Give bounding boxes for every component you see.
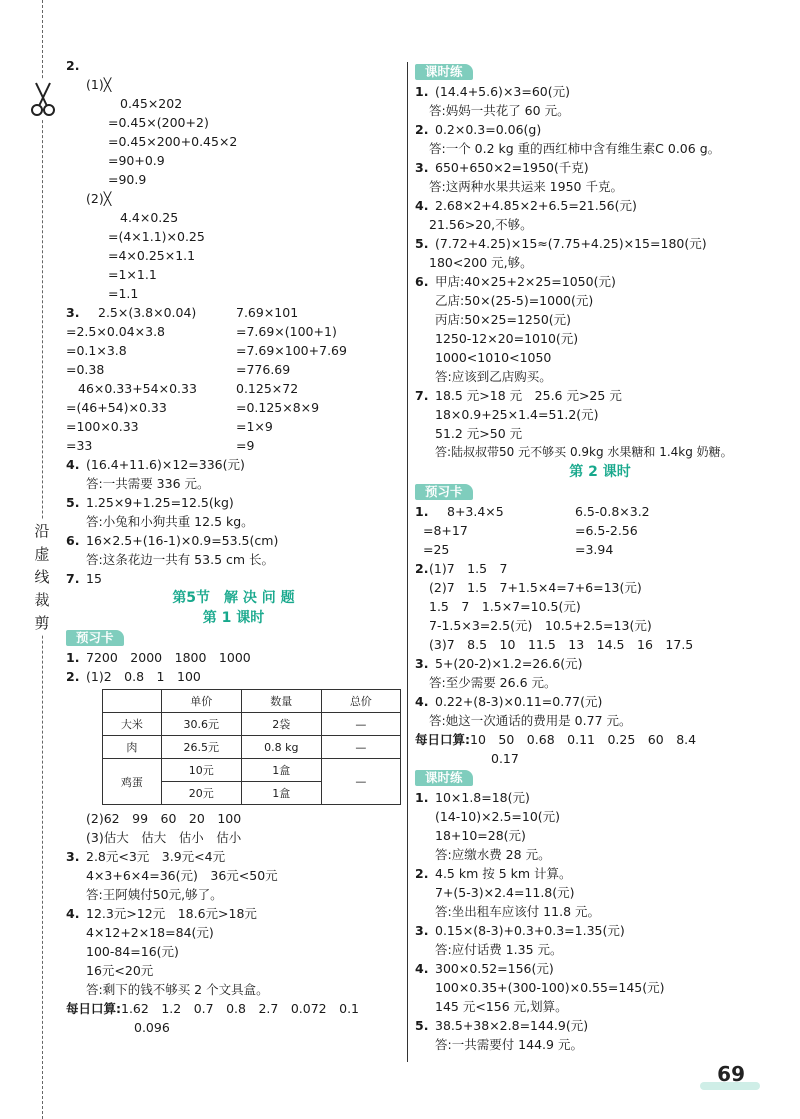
answer-line: 4×12+2×18=84(元) xyxy=(86,925,214,940)
answer-line: =0.38 =776.69 xyxy=(66,362,291,377)
price-table xyxy=(102,689,401,805)
problem-7: 7. 18.5 元>18 元 25.6 元>25 元 xyxy=(415,388,622,403)
answer-line: 答:小兔和小狗共重 12.5 kg。 xyxy=(86,514,254,529)
answer-line: 1250-12×20=1010(元) xyxy=(435,331,579,346)
answer-line: 答:这两种水果共运来 1950 千克。 xyxy=(429,179,623,194)
answer-line: 180<200 元,够。 xyxy=(429,255,533,270)
question-2: 2. (1)2 0.8 1 100 xyxy=(66,669,201,684)
answer-line: 51.2 元>50 元 xyxy=(435,426,523,441)
problem-5: 5. (7.72+4.25)×15≈(7.75+4.25)×15=180(元) xyxy=(415,236,707,251)
answer-line: 丙店:50×25=1250(元) xyxy=(435,312,572,327)
answer-line: 答:应该到乙店购买。 xyxy=(435,369,552,384)
practice-tag: 课时练 xyxy=(415,770,473,786)
answer-line: 答:王阿姨付50元,够了。 xyxy=(86,887,223,902)
exercise-4: 4. 0.22+(8-3)×0.11=0.77(元) xyxy=(415,694,603,709)
answer-line: 4.4×0.25 xyxy=(120,210,179,225)
answer-line: 答:应缴水费 28 元。 xyxy=(435,847,551,862)
task-4: 4. 300×0.52=156(元) xyxy=(415,961,554,976)
answer-line: 145 元<156 元,划算。 xyxy=(435,999,568,1014)
answer-line: =33 =9 xyxy=(66,438,255,453)
answer-line: 答:她这一次通话的费用是 0.77 元。 xyxy=(429,713,632,728)
answer-line: 0.45×202 xyxy=(120,96,183,111)
answer-line: =2.5×0.04×3.8 =7.69×(100+1) xyxy=(66,324,337,339)
page-number: 69 xyxy=(717,1062,745,1086)
answer-line: =1×1.1 xyxy=(108,267,157,282)
answer-line: =0.45×(200+2) xyxy=(108,115,209,130)
answer-line: (2)7 1.5 7+1.5×4=7+6=13(元) xyxy=(429,580,642,595)
problem-4: 4. 2.68×2+4.85×2+6.5=21.56(元) xyxy=(415,198,637,213)
answer-line: 答:这条花边一共有 53.5 cm 长。 xyxy=(86,552,275,567)
answer-line: 100-84=16(元) xyxy=(86,944,179,959)
lesson-title: 第 2 课时 xyxy=(569,464,631,480)
answer-line: =1.1 xyxy=(108,286,139,301)
preview-card-tag: 预习卡 xyxy=(66,630,124,646)
answer-line: =0.45×200+0.45×2 xyxy=(108,134,238,149)
answer-line: =(46+54)×0.33 =0.125×8×9 xyxy=(66,400,320,415)
answer-line: 18×0.9+25×1.4=51.2(元) xyxy=(435,407,599,422)
answer-line: 0.17 xyxy=(491,751,519,766)
answer-line: (3)估大 估大 估小 估小 xyxy=(86,830,242,845)
table-row: 鸡蛋 10元 1盒 — xyxy=(103,759,401,782)
answer-line: =25 =3.94 xyxy=(423,542,614,557)
problem-6: 6. 16×2.5+(16-1)×0.9=53.5(cm) xyxy=(66,533,279,548)
scissors-icon xyxy=(30,80,56,120)
answer-line: 0.096 xyxy=(134,1020,170,1035)
problem-6: 6. 甲店:40×25+2×25=1050(元) xyxy=(415,274,616,289)
answer-line: 21.56>20,不够。 xyxy=(429,217,533,232)
answer-line: 答:一共需要付 144.9 元。 xyxy=(435,1037,583,1052)
answer-line: (2)╳ xyxy=(86,191,112,206)
answer-line: =100×0.33 =1×9 xyxy=(66,419,273,434)
question-1: 1. 7200 2000 1800 1000 xyxy=(66,650,251,665)
answer-line: 答:一个 0.2 kg 重的西红柿中含有维生素C 0.06 g。 xyxy=(429,141,721,156)
answer-line: 答:一共需要 336 元。 xyxy=(86,476,210,491)
exercise-3: 3. 5+(20-2)×1.2=26.6(元) xyxy=(415,656,583,671)
right-column xyxy=(415,62,785,1054)
answer-line: 答:陆叔叔带50 元不够买 0.9kg 水果糖和 1.4kg 奶糖。 xyxy=(435,445,733,459)
answer-line: 答:应付话费 1.35 元。 xyxy=(435,942,563,957)
answer-line: 7-1.5×3=2.5(元) 10.5+2.5=13(元) xyxy=(429,618,652,633)
answer-line: 7+(5-3)×2.4=11.8(元) xyxy=(435,885,575,900)
answer-line: 46×0.33+54×0.33 0.125×72 xyxy=(78,381,299,396)
answer-line: (1)╳ xyxy=(86,77,112,92)
problem-3: 3. 2.5×(3.8×0.04) 7.69×101 xyxy=(66,305,299,320)
answer-line: (3)7 8.5 10 11.5 13 14.5 16 17.5 xyxy=(429,637,694,652)
exercise-2: 2.(1)7 1.5 7 xyxy=(415,561,508,576)
task-1: 1. 10×1.8=18(元) xyxy=(415,790,530,805)
table-row: 大米 30.6元 2袋 — xyxy=(103,713,401,736)
answer-line: =8+17 =6.5-2.56 xyxy=(423,523,638,538)
answer-line: 100×0.35+(300-100)×0.55=145(元) xyxy=(435,980,665,995)
question-4: 4. 12.3元>12元 18.6元>18元 xyxy=(66,906,257,921)
answer-line: 答:妈妈一共花了 60 元。 xyxy=(429,103,570,118)
answer-line: 答:坐出租车应该付 11.8 元。 xyxy=(435,904,600,919)
table-row: 单价 数量 总价 xyxy=(103,690,401,713)
answer-line: =4×0.25×1.1 xyxy=(108,248,196,263)
daily-mental-math: 每日口算:10 50 0.68 0.11 0.25 60 8.4 xyxy=(415,732,697,747)
answer-line: =(4×1.1)×0.25 xyxy=(108,229,205,244)
problem-4: 4. (16.4+11.6)×12=336(元) xyxy=(66,457,245,472)
lesson-title: 第 1 课时 xyxy=(202,610,265,626)
exercise-1: 1. 8+3.4×5 6.5-0.8×3.2 xyxy=(415,504,650,519)
practice-tag: 课时练 xyxy=(415,64,473,80)
answer-line: =0.1×3.8 =7.69×100+7.69 xyxy=(66,343,347,358)
problem-5: 5. 1.25×9+1.25=12.5(kg) xyxy=(66,495,234,510)
answer-line: (2)62 99 60 20 100 xyxy=(86,811,242,826)
table-row: 肉 26.5元 0.8 kg — xyxy=(103,736,401,759)
answer-line: 乙店:50×(25-5)=1000(元) xyxy=(435,293,594,308)
answer-line: 1.5 7 1.5×7=10.5(元) xyxy=(429,599,581,614)
answer-line: 答:剩下的钱不够买 2 个文具盒。 xyxy=(86,982,269,997)
answer-line: =90.9 xyxy=(108,172,147,187)
answer-line: 答:至少需要 26.6 元。 xyxy=(429,675,557,690)
answer-line: 16元<20元 xyxy=(86,963,154,978)
table-row: 20元 1盒 xyxy=(103,782,401,805)
question-3: 3. 2.8元<3元 3.9元<4元 xyxy=(66,849,226,864)
problem-1: 1. (14.4+5.6)×3=60(元) xyxy=(415,84,570,99)
section-title: 第5节 解 决 问 题 xyxy=(172,590,295,606)
problem-3: 3. 650+650×2=1950(千克) xyxy=(415,160,589,175)
preview-card-tag: 预习卡 xyxy=(415,484,473,500)
task-3: 3. 0.15×(8-3)+0.3+0.3=1.35(元) xyxy=(415,923,625,938)
answer-line: (14-10)×2.5=10(元) xyxy=(435,809,561,824)
answer-line: 18+10=28(元) xyxy=(435,828,526,843)
problem-2: 2. xyxy=(66,58,80,73)
cut-instruction: 沿 虚 线 裁 剪 xyxy=(30,520,54,635)
task-5: 5. 38.5+38×2.8=144.9(元) xyxy=(415,1018,589,1033)
task-2: 2. 4.5 km 按 5 km 计算。 xyxy=(415,866,572,881)
column-divider xyxy=(407,62,408,1062)
answer-line: =90+0.9 xyxy=(108,153,165,168)
answer-line: 1000<1010<1050 xyxy=(435,350,552,365)
problem-7: 7. 15 xyxy=(66,571,102,586)
left-column xyxy=(66,56,401,1037)
problem-2: 2. 0.2×0.3=0.06(g) xyxy=(415,122,542,137)
answer-line: 4×3+6×4=36(元) 36元<50元 xyxy=(86,868,278,883)
daily-mental-math: 每日口算:1.62 1.2 0.7 0.8 2.7 0.072 0.1 xyxy=(66,1001,360,1016)
